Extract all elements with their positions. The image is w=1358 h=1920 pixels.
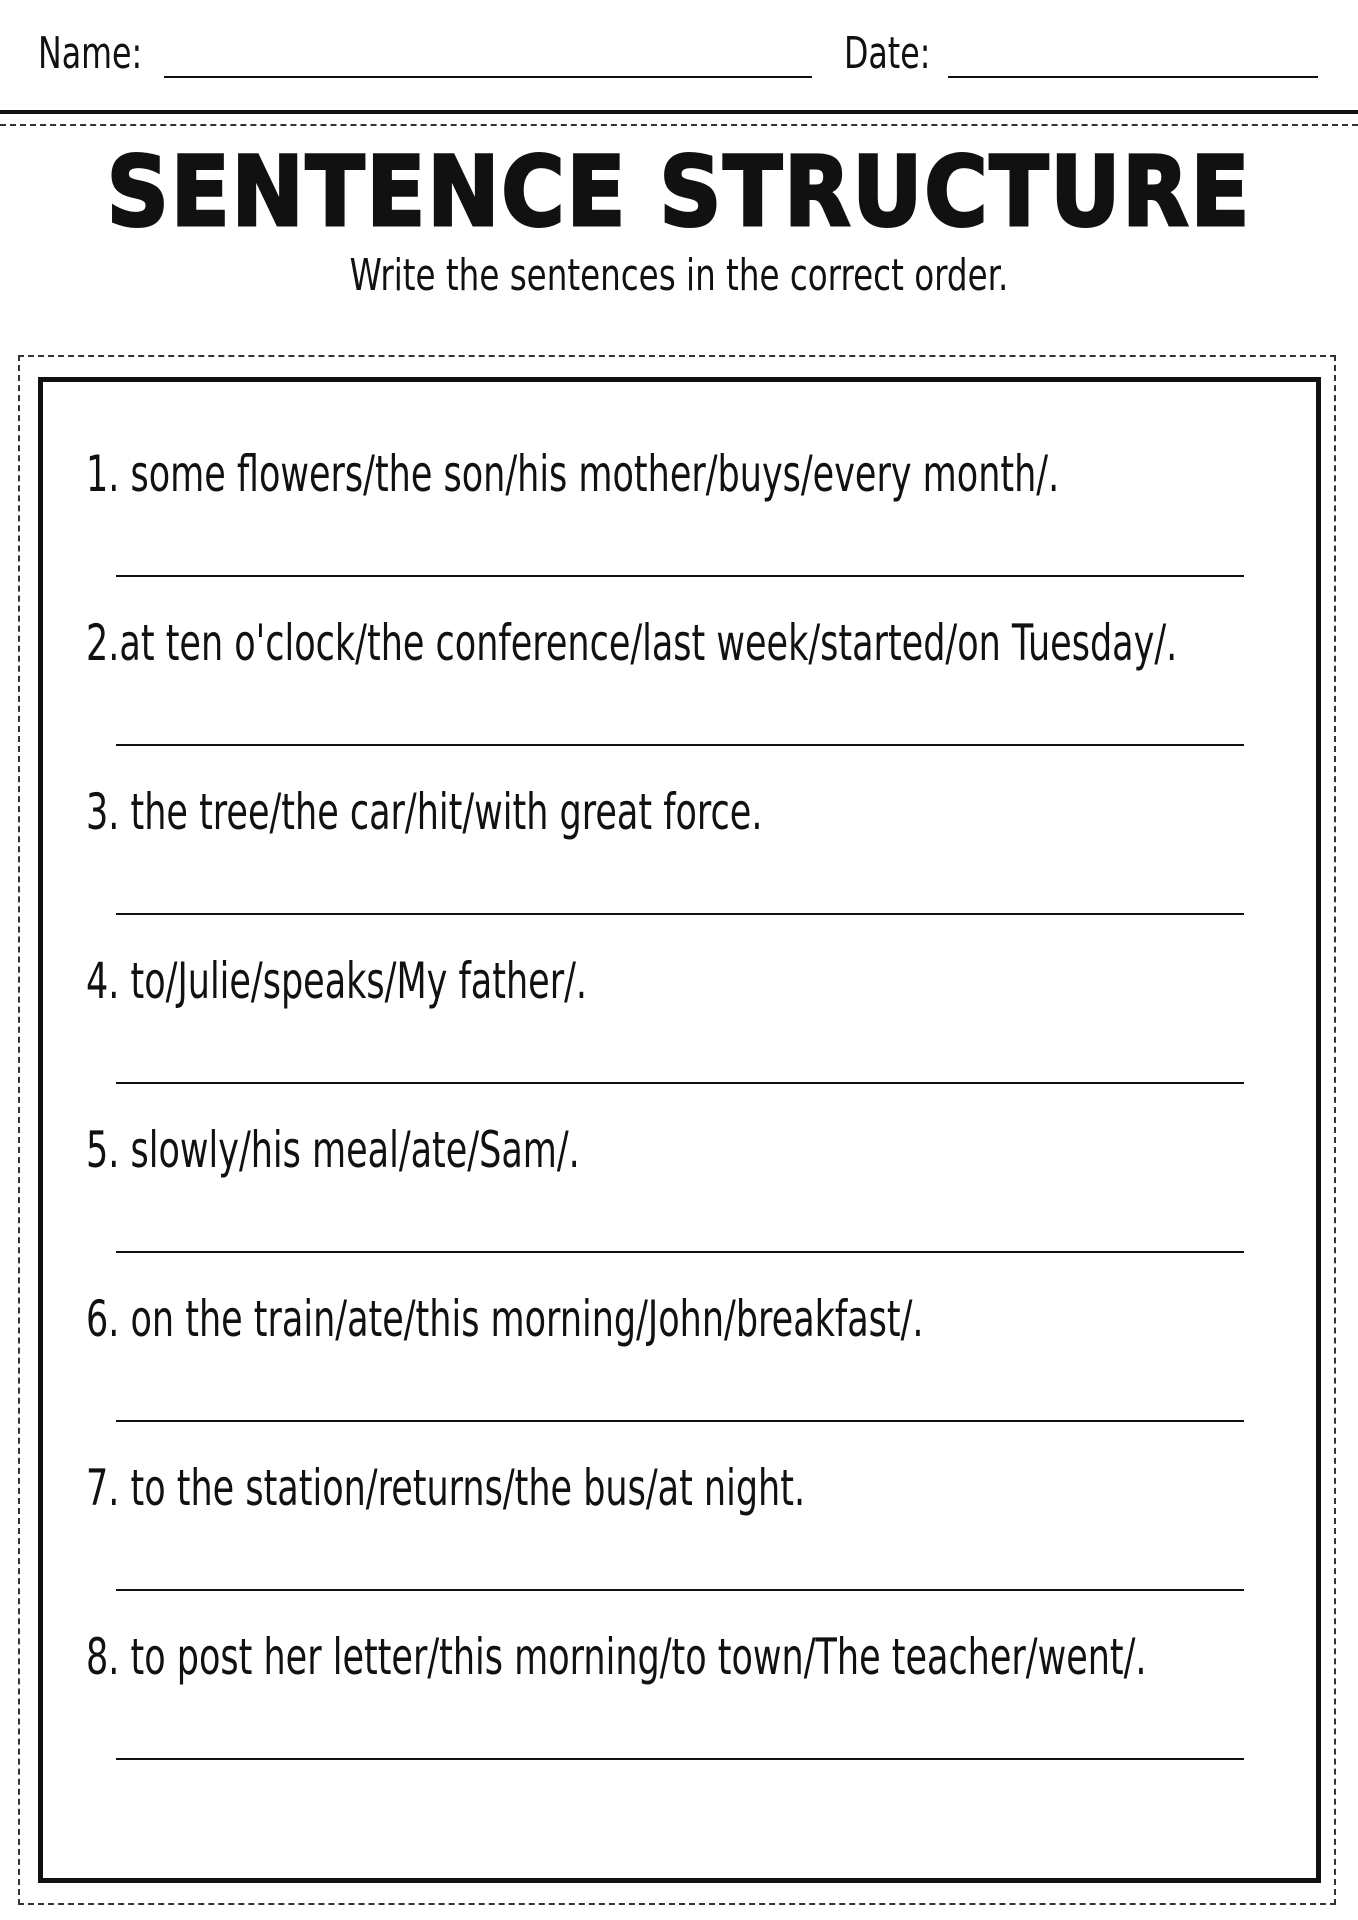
- name-label: Name:: [38, 28, 143, 79]
- question-text: 5. slowly/his meal/ate/Sam/.: [86, 1121, 580, 1179]
- answer-line[interactable]: [116, 1420, 1244, 1422]
- question-item: [86, 927, 1286, 1096]
- date-label: Date:: [844, 28, 931, 79]
- answer-line[interactable]: [116, 1251, 1244, 1253]
- question-item: [86, 420, 1286, 589]
- question-text: 8. to post her letter/this morning/to town/The teacher/went/.: [86, 1628, 1147, 1686]
- answer-line[interactable]: [116, 1082, 1244, 1084]
- worksheet-title: SENTENCE STRUCTURE: [106, 136, 1252, 248]
- question-item: [86, 589, 1286, 758]
- answer-line[interactable]: [116, 1589, 1244, 1591]
- question-item: [86, 1603, 1286, 1772]
- header-divider: [0, 110, 1358, 114]
- question-text: 6. on the train/ate/this morning/John/breakfast/.: [86, 1290, 924, 1348]
- question-text: 4. to/Julie/speaks/My father/.: [86, 952, 588, 1010]
- question-text: 3. the tree/the car/hit/with great force.: [86, 783, 763, 841]
- header: [38, 24, 1318, 84]
- question-item: [86, 1265, 1286, 1434]
- question-item: [86, 1434, 1286, 1603]
- question-item: [86, 1096, 1286, 1265]
- date-field[interactable]: [948, 76, 1318, 78]
- name-field[interactable]: [164, 76, 812, 78]
- question-text: 1. some flowers/the son/his mother/buys/every month/.: [86, 445, 1060, 503]
- question-list: [86, 420, 1286, 1772]
- question-text: 2.at ten o'clock/the conference/last week/started/on Tuesday/.: [86, 614, 1178, 672]
- worksheet-instruction: Write the sentences in the correct order.: [349, 250, 1009, 301]
- answer-line[interactable]: [116, 744, 1244, 746]
- answer-line[interactable]: [116, 1758, 1244, 1760]
- question-text: 7. to the station/returns/the bus/at night.: [86, 1459, 806, 1517]
- answer-line[interactable]: [116, 575, 1244, 577]
- question-item: [86, 758, 1286, 927]
- answer-line[interactable]: [116, 913, 1244, 915]
- header-dashed-divider: [0, 124, 1358, 126]
